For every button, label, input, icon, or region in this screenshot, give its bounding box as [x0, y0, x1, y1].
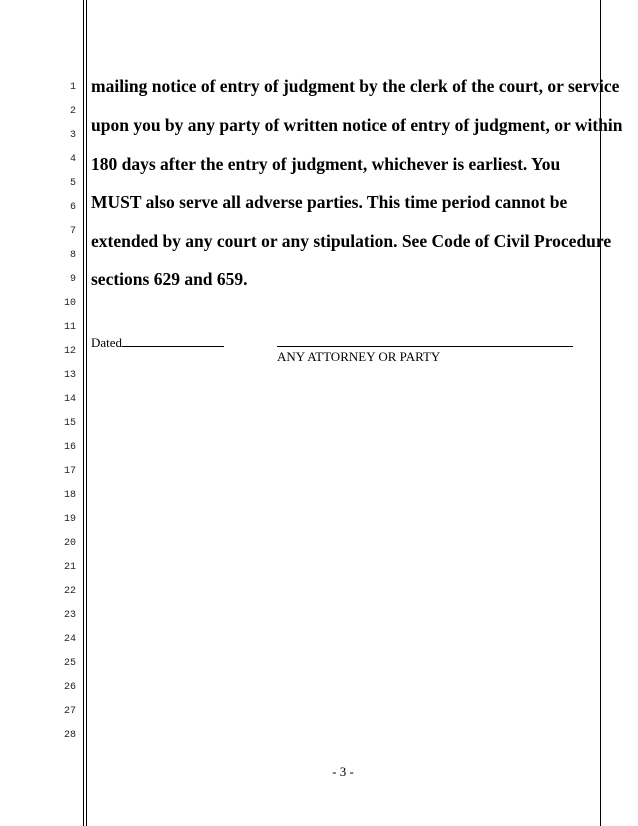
line-number: 23	[63, 610, 76, 621]
line-number: 13	[63, 370, 76, 381]
line-number: 5	[69, 178, 76, 189]
line-number: 24	[63, 634, 76, 645]
line-number: 15	[63, 418, 76, 429]
body-text-line: sections 629 and 659.	[91, 269, 248, 289]
line-number: 2	[69, 106, 76, 117]
line-number: 28	[63, 730, 76, 741]
line-number: 4	[69, 154, 76, 165]
line-number: 27	[63, 706, 76, 717]
signature-line	[277, 346, 573, 347]
line-number: 1	[69, 82, 76, 93]
line-number: 22	[63, 586, 76, 597]
line-number: 12	[63, 346, 76, 357]
line-number: 16	[63, 442, 76, 453]
line-number: 8	[69, 250, 76, 261]
line-number: 14	[63, 394, 76, 405]
line-number: 3	[69, 130, 76, 141]
body-text-line: 180 days after the entry of judgment, whichever is earliest. You	[91, 154, 561, 174]
line-number: 7	[69, 226, 76, 237]
line-number: 19	[63, 514, 76, 525]
line-number: 20	[63, 538, 76, 549]
line-number: 6	[69, 202, 76, 213]
left-margin-rule-outer	[83, 0, 84, 826]
line-number: 18	[63, 490, 76, 501]
line-number: 11	[63, 322, 76, 333]
dated-label: Dated	[91, 335, 123, 350]
line-number: 10	[63, 298, 76, 309]
line-number: 25	[63, 658, 76, 669]
left-margin-rule-inner	[86, 0, 87, 826]
body-text-line: extended by any court or any stipulation. See Code of Civil Procedure	[91, 231, 612, 251]
line-number: 17	[63, 466, 76, 477]
line-number: 21	[63, 562, 76, 573]
page-number: - 3 -	[332, 764, 354, 779]
body-text-line: mailing notice of entry of judgment by the clerk of the court, or service	[91, 76, 620, 96]
body-text-line: upon you by any party of written notice of entry of judgment, or within	[91, 115, 623, 135]
signature-label: ANY ATTORNEY OR PARTY	[277, 349, 441, 364]
dated-blank-line	[122, 334, 224, 347]
dated-field	[91, 334, 224, 351]
line-number: 9	[69, 274, 76, 285]
line-number: 26	[63, 682, 76, 693]
body-text-line: MUST also serve all adverse parties. This time period cannot be	[91, 192, 568, 212]
